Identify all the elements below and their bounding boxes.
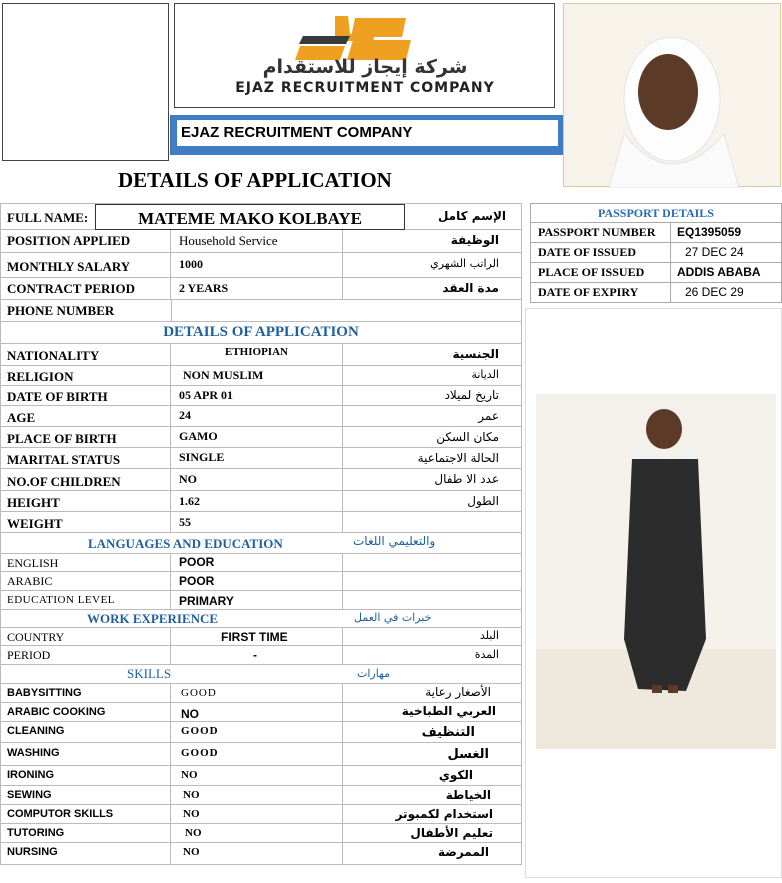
row-label: HEIGHT [1, 491, 171, 511]
row-arabic: مدة العقد [442, 281, 499, 295]
row-value: NO [171, 843, 343, 864]
passport-row [530, 243, 782, 263]
row-value: GOOD [171, 722, 343, 742]
row-arabic [343, 554, 521, 571]
row-arabic [343, 591, 521, 609]
language-row [0, 572, 522, 591]
row-label: AGE [1, 406, 171, 426]
language-row [0, 591, 522, 610]
row-label: TUTORING [1, 824, 171, 842]
row-value: GOOD [171, 684, 343, 702]
row-value: NON MUSLIM [171, 366, 343, 385]
row-value: 05 APR 01 [171, 386, 343, 405]
row-arabic: العربي الطباخية [401, 704, 496, 718]
skill-row [0, 843, 522, 865]
row-label: BABYSITTING [1, 684, 171, 702]
row-arabic: الحالة الاجتماعية [417, 451, 499, 465]
row-label: DATE OF BIRTH [1, 386, 171, 405]
row-arabic: الوظيفة [450, 233, 499, 247]
skill-row [0, 743, 522, 766]
row-value: 24 [171, 406, 343, 426]
full-name-row [0, 203, 522, 230]
full-body-image [526, 309, 782, 879]
passport-value: 27 DEC 24 [685, 245, 744, 259]
info-row [0, 253, 522, 278]
info-row [0, 230, 522, 253]
skill-row [0, 703, 522, 722]
row-value: - [171, 646, 343, 664]
row-value: NO [171, 703, 343, 721]
row-arabic: عمر [478, 409, 499, 423]
logo-arabic-text: شركة إيجاز للاستقدام [262, 56, 468, 78]
info-row [0, 512, 522, 533]
row-label: PERIOD [1, 646, 171, 664]
languages-heading-arabic: والتعليمي اللغات [353, 534, 436, 548]
skill-row [0, 684, 522, 703]
language-row [0, 554, 522, 572]
full-name-arabic: الإسم كامل [437, 209, 506, 223]
info-row [0, 448, 522, 469]
passport-row [530, 223, 782, 243]
row-label: COMPUTOR SKILLS [1, 805, 171, 823]
row-arabic: التنظيف [421, 725, 475, 740]
row-arabic: مكان السكن [436, 430, 499, 444]
skill-row [0, 805, 522, 824]
row-value: NO [171, 805, 343, 823]
skill-row [0, 824, 522, 843]
row-label: ENGLISH [1, 554, 171, 571]
row-label: ARABIC COOKING [1, 703, 171, 721]
skill-row [0, 766, 522, 786]
passport-label: PASSPORT NUMBER [531, 223, 671, 242]
row-value: PRIMARY [171, 591, 343, 609]
info-row [0, 469, 522, 491]
passport-row [530, 263, 782, 283]
row-label: IRONING [1, 766, 171, 785]
row-value: 55 [171, 512, 343, 532]
row-value: NO [171, 469, 343, 490]
company-banner-text: EJAZ RECRUITMENT COMPANY [177, 120, 558, 146]
row-value: 1.62 [171, 491, 343, 511]
full-name-label: FULL NAME: [7, 210, 89, 225]
row-value: POOR [171, 554, 343, 571]
row-value: 2 YEARS [171, 278, 343, 299]
row-arabic: استخدام لكمبوتر [395, 807, 493, 821]
row-label: PLACE OF BIRTH [1, 427, 171, 447]
work-heading: WORK EXPERIENCE [87, 611, 219, 626]
row-label: WASHING [1, 743, 171, 765]
company-banner [170, 115, 566, 155]
passport-details [530, 203, 782, 303]
page-title: DETAILS OF APPLICATION [118, 168, 392, 192]
row-arabic: عدد الا طفال [434, 472, 499, 486]
row-arabic: الممرضة [437, 845, 489, 859]
row-label: MONTHLY SALARY [1, 253, 171, 277]
row-label: RELIGION [1, 366, 171, 385]
row-label: NURSING [1, 843, 171, 864]
work-section-header [0, 610, 522, 628]
full-body-photo [525, 308, 782, 878]
row-label: MARITAL STATUS [1, 448, 171, 468]
row-value: ETHIOPIAN [171, 344, 343, 365]
row-arabic: الديانة [471, 368, 499, 381]
info-row [0, 366, 522, 386]
passport-value: 26 DEC 29 [685, 285, 744, 299]
skills-heading: SKILLS [127, 666, 172, 681]
row-arabic: الكوي [438, 768, 473, 782]
info-row [0, 300, 522, 322]
row-value: GAMO [171, 427, 343, 447]
cell-divider [171, 300, 172, 321]
row-label: COUNTRY [1, 628, 171, 645]
passport-value: ADDIS ABABA [677, 265, 761, 279]
row-value: NO [171, 824, 343, 842]
info-row [0, 344, 522, 366]
info-row [0, 386, 522, 406]
row-value: NO [171, 766, 343, 785]
row-arabic: تعليم الأطفال [410, 826, 493, 840]
full-name-value: MATEME MAKO KOLBAYE [95, 204, 405, 230]
languages-heading: LANGUAGES AND EDUCATION [88, 536, 283, 551]
row-value: FIRST TIME [171, 628, 343, 645]
passport-value: EQ1395059 [677, 225, 742, 239]
work-row [0, 646, 522, 665]
row-value: NO [171, 786, 343, 804]
skill-row [0, 722, 522, 743]
details-heading: DETAILS OF APPLICATION [163, 324, 359, 340]
passport-label: DATE OF EXPIRY [531, 283, 671, 302]
row-arabic: البلد [479, 629, 499, 642]
details-section-header [0, 322, 522, 344]
info-row [0, 427, 522, 448]
work-heading-arabic: خبرات في العمل [354, 611, 432, 624]
skill-row [0, 786, 522, 805]
passport-title: PASSPORT DETAILS [530, 203, 782, 223]
portrait-image [564, 4, 782, 188]
row-arabic: الأصغار رعاية [425, 685, 491, 699]
row-arabic: الجنسية [452, 347, 499, 361]
blank-photo-box [2, 3, 169, 161]
row-label: NO.OF CHILDREN [1, 469, 171, 490]
row-arabic: الراتب الشهري [430, 257, 499, 270]
row-label: PHONE NUMBER [7, 303, 115, 318]
row-arabic: الطول [467, 494, 499, 508]
info-row [0, 491, 522, 512]
logo-english-text: EJAZ RECRUITMENT COMPANY [235, 80, 495, 96]
row-label: NATIONALITY [1, 344, 171, 365]
row-arabic: تاريخ لميلاد [444, 388, 499, 402]
row-value: POOR [171, 572, 343, 590]
work-row [0, 628, 522, 646]
row-label: ARABIC [1, 572, 171, 590]
face-photo [563, 3, 781, 187]
skills-heading-arabic: مهارات [357, 667, 391, 680]
row-label: EDUCATION LEVEL [1, 591, 171, 609]
languages-section-header [0, 533, 522, 554]
row-value: 1000 [171, 253, 343, 277]
row-arabic: المدة [474, 648, 499, 661]
row-label: CONTRACT PERIOD [1, 278, 171, 299]
passport-label: DATE OF ISSUED [531, 243, 671, 262]
row-arabic: الخياطة [445, 788, 491, 802]
row-value: GOOD [171, 743, 343, 765]
passport-row [530, 283, 782, 303]
skills-section-header [0, 665, 522, 684]
row-arabic [343, 572, 521, 590]
row-label: WEIGHT [1, 512, 171, 532]
row-label: CLEANING [1, 722, 171, 742]
row-label: SEWING [1, 786, 171, 804]
passport-label: PLACE OF ISSUED [531, 263, 671, 282]
row-value: SINGLE [171, 448, 343, 468]
company-logo [174, 3, 555, 108]
row-label: POSITION APPLIED [1, 230, 171, 252]
row-arabic: الغسل [447, 747, 489, 762]
row-value: Household Service [171, 230, 343, 252]
row-arabic [343, 512, 521, 532]
info-row [0, 406, 522, 427]
info-row [0, 278, 522, 300]
